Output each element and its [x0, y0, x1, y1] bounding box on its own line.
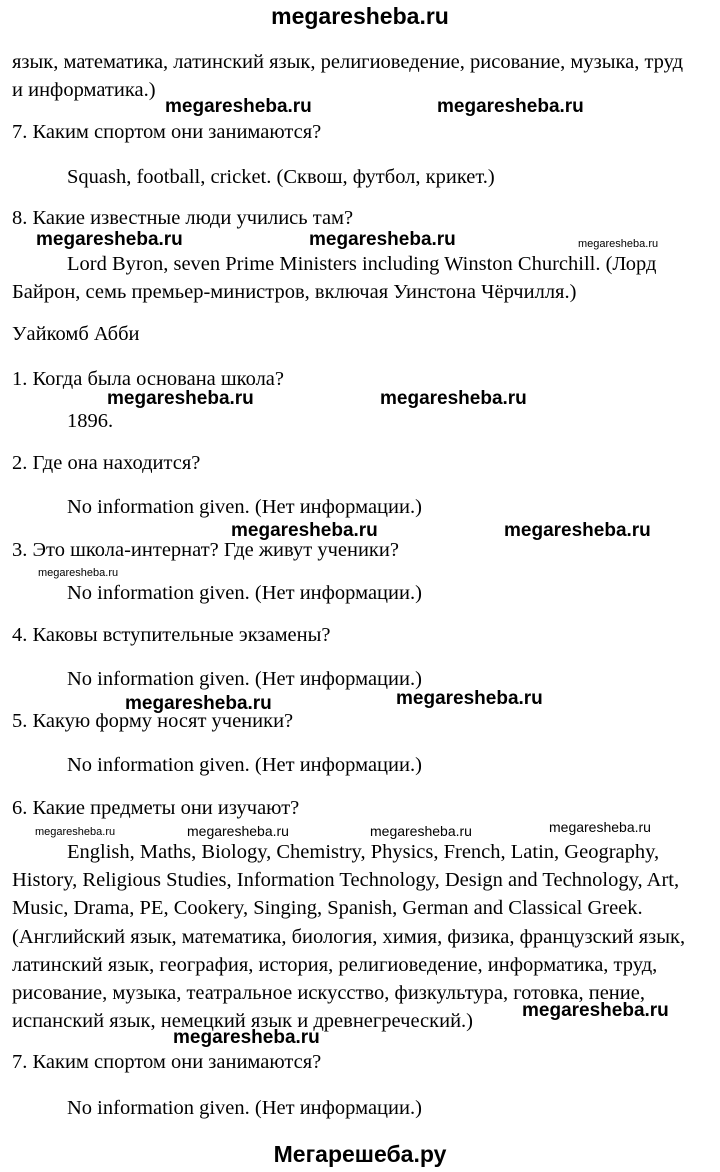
- watermark: megaresheba.ru: [125, 693, 272, 714]
- answer-6-line-2: History, Religious Studies, Information Technology, Design and Technology, Art,: [12, 869, 680, 891]
- continuation-line-1: язык, математика, латинский язык, религиоведение, рисование, музыка, труд: [12, 51, 684, 73]
- question-1-school2: 1. Когда была основана школа?: [12, 368, 284, 390]
- question-4-school2: 4. Каковы вступительные экзамены?: [12, 624, 331, 646]
- answer-1-school2: 1896.: [67, 410, 114, 432]
- page-footer-site: Мегарешеба.ру: [273, 1141, 447, 1167]
- answer-6-line-7: испанский язык, немецкий язык и древнегреческий.): [12, 1010, 474, 1032]
- question-3-school2: 3. Это школа-интернат? Где живут ученики?: [12, 539, 399, 561]
- watermark: megaresheba.ru: [309, 229, 456, 250]
- page-header-site: megaresheba.ru: [271, 3, 449, 29]
- watermark: megaresheba.ru: [396, 688, 543, 709]
- watermark-small: megaresheba.ru: [38, 567, 119, 579]
- question-2-school2: 2. Где она находится?: [12, 452, 201, 474]
- watermark: megaresheba.ru: [165, 96, 312, 117]
- answer-5-school2: No information given. (Нет информации.): [67, 754, 422, 776]
- question-7-school2: 7. Каким спортом они занимаются?: [12, 1051, 322, 1073]
- answer-6-line-1: English, Maths, Biology, Chemistry, Physics, French, Latin, Geography,: [67, 841, 660, 863]
- continuation-line-2: и информатика.): [12, 79, 156, 101]
- question-5-school2: 5. Какую форму носят ученики?: [12, 710, 294, 732]
- answer-7-school1: Squash, football, cricket. (Сквош, футбол, крикет.): [67, 166, 495, 188]
- question-6-school2: 6. Какие предметы они изучают?: [12, 797, 300, 819]
- watermark: megaresheba.ru: [107, 388, 254, 409]
- watermark: megaresheba.ru: [173, 1027, 320, 1048]
- question-8-school1: 8. Какие известные люди учились там?: [12, 207, 354, 229]
- answer-3-school2: No information given. (Нет информации.): [67, 582, 422, 604]
- answer-4-school2: No information given. (Нет информации.): [67, 668, 422, 690]
- watermark: megaresheba.ru: [522, 1000, 669, 1021]
- watermark-small: megaresheba.ru: [549, 819, 651, 835]
- watermark: megaresheba.ru: [504, 520, 651, 541]
- watermark-small: megaresheba.ru: [578, 238, 659, 250]
- watermark: megaresheba.ru: [437, 96, 584, 117]
- question-7-school1: 7. Каким спортом они занимаются?: [12, 121, 322, 143]
- school2-title: Уайкомб Абби: [12, 323, 140, 345]
- watermark: megaresheba.ru: [231, 520, 378, 541]
- watermark-small: megaresheba.ru: [35, 826, 116, 838]
- answer-6-line-5: латинский язык, география, история, религиоведение, информатика, труд,: [12, 954, 658, 976]
- watermark-small: megaresheba.ru: [187, 823, 289, 839]
- answer-6-line-3: Music, Drama, PE, Cookery, Singing, Spanish, German and Classical Greek.: [12, 897, 643, 919]
- answer-8-line-1: Lord Byron, seven Prime Ministers including Winston Churchill. (Лорд: [67, 253, 657, 275]
- answer-6-line-4: (Английский язык, математика, биология, химия, физика, французский язык,: [12, 926, 686, 948]
- answer-7-school2: No information given. (Нет информации.): [67, 1097, 422, 1119]
- answer-8-line-2: Байрон, семь премьер-министров, включая Уинстона Чёрчилля.): [12, 281, 577, 303]
- answer-2-school2: No information given. (Нет информации.): [67, 496, 422, 518]
- watermark-small: megaresheba.ru: [370, 823, 472, 839]
- answer-6-line-6: рисование, музыка, театральное искусство, физкультура, готовка, пение,: [12, 982, 645, 1004]
- watermark: megaresheba.ru: [36, 229, 183, 250]
- watermark: megaresheba.ru: [380, 388, 527, 409]
